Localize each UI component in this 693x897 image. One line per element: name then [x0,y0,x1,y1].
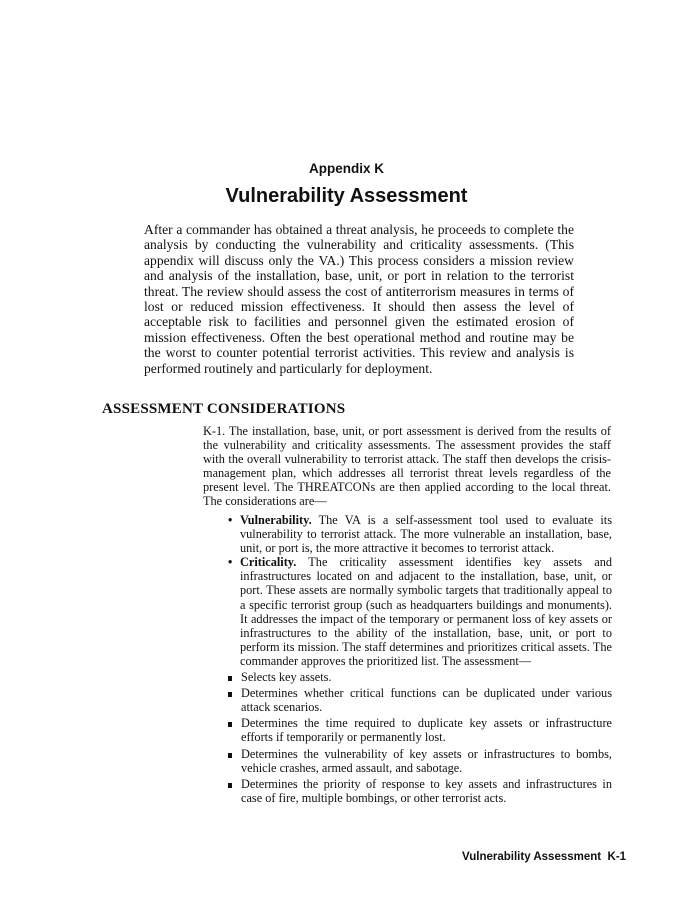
square-bullet-icon [228,692,232,697]
list-item: Selects key assets. [228,670,612,684]
consideration-text: The criticality assessment identifies key assets and infrastructures located on and adjacent to the installation, base, unit, or port. These assets are normally symbolic targets that traditionally appeal to a specific terrorist group (such as headquarters buildings and monuments). It addresses the impact of the temporary or permanent loss of key assets or infrastructures to the ability of the installation, base, unit, or port to perform its mission. The staff determines and prioritizes critical assets. The commander approves the prioritized list. The assessment— [240,555,612,668]
list-item: Determines the vulnerability of key assets or infrastructures to bombs, vehicle crashes, armed assault, and sabotage. [228,747,612,775]
bullet-icon: • [228,513,233,527]
consideration-criticality [228,555,612,805]
square-bullet-icon [228,722,232,727]
k1-paragraph: K-1. The installation, base, unit, or port assessment is derived from the results of the vulnerability and criticality assessments. The assessment provides the staff with the overall vulnerability to terrorist attack. The staff then develops the crisis-management plan, which addresses all terrorist threat levels regardless of the present level. The THREATCONs are then applied according to the local threat. The considerations are— [203,424,611,509]
page-number: K-1 [607,851,627,863]
considerations-list [228,513,612,805]
consideration-text: The VA is a self-assessment tool used to evaluate its vulnerability to terrorist attack. The more vulnerable an installation, base, unit, or port is, the more attractive it becomes to terrorist attack. [240,513,612,556]
section-heading: ASSESSMENT CONSIDERATIONS [102,401,346,417]
term-criticality: Criticality. [240,555,297,570]
square-bullet-icon [228,676,232,681]
square-bullet-icon [228,783,232,788]
intro-paragraph: After a commander has obtained a threat analysis, he proceeds to complete the analysis by conducting the vulnerability and criticality assessments. (This appendix will discuss only the VA.) This process considers a mission review and analysis of the installation, base, unit, or port in relation to the terrorist threat. The review should assess the cost of antiterrorism measures in terms of lost or reduced mission effectiveness. It should then assess the level of acceptable risk to facilities and personnel given the estimated erosion of mission effectiveness. Often the best operational method and routine may be the worst to counter potential terrorist activities. This review and analysis is performed routinely and particularly for deployment. [144,222,574,376]
running-title: Vulnerability Assessment [462,851,602,863]
page-title: Vulnerability Assessment [225,185,468,207]
appendix-label: Appendix K [308,161,384,176]
list-item: Determines the time required to duplicate key assets or infrastructure efforts if temporarily or permanently lost. [228,716,612,744]
list-item: Determines whether critical functions can be duplicated under various attack scenarios. [228,686,612,714]
consideration-vulnerability [228,513,612,555]
list-item: Determines the priority of response to key assets and infrastructures in case of fire, multiple bombings, or other terrorist acts. [228,777,612,805]
page-footer [462,851,626,863]
assessment-steps-list [228,670,612,805]
square-bullet-icon [228,753,232,758]
term-vulnerability: Vulnerability. [240,513,312,527]
bullet-icon: • [228,555,233,570]
